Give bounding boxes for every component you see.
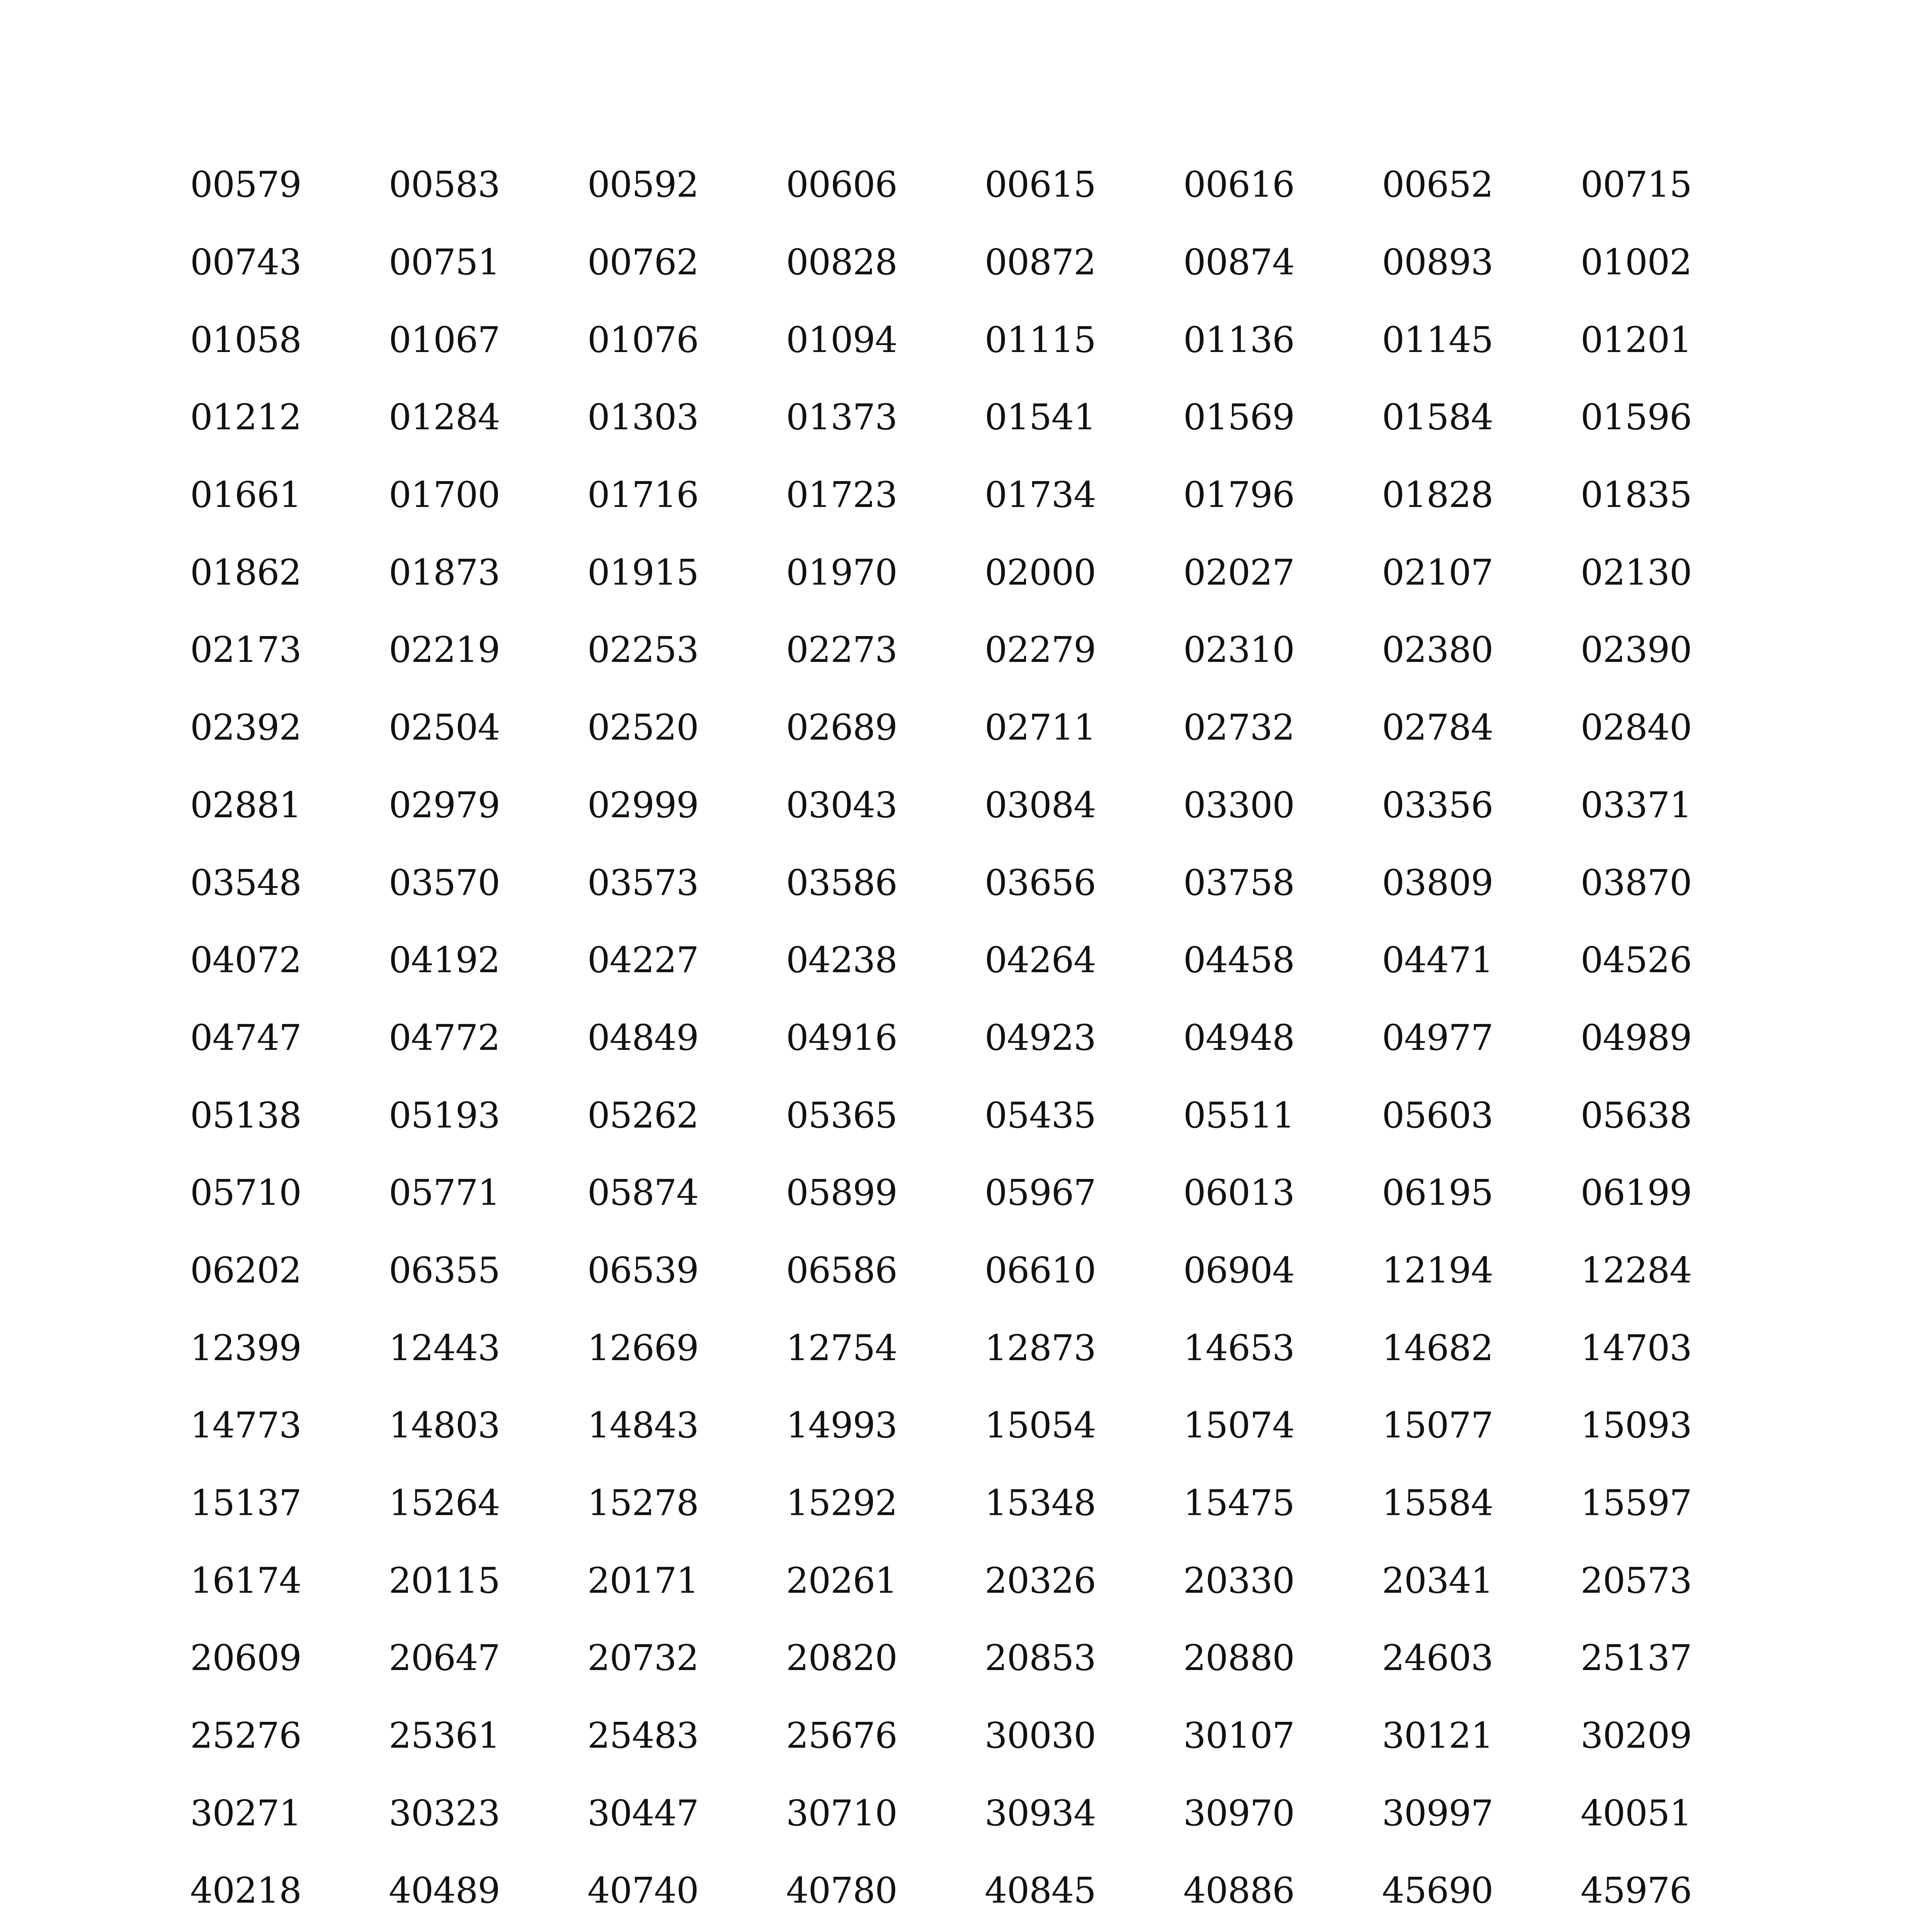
number-cell: 15074 [1183,1405,1295,1446]
number-cell: 06013 [1183,1172,1295,1214]
number-cell: 01212 [190,396,301,438]
number-cell: 04916 [786,1017,897,1058]
number-cell: 04526 [1581,939,1692,981]
number-cell: 00606 [786,164,897,206]
number-cell: 40780 [786,1870,897,1912]
number-cell: 05603 [1382,1094,1493,1136]
number-cell: 20880 [1183,1637,1295,1679]
number-cell: 02390 [1581,629,1692,671]
number-cell: 04772 [389,1017,500,1058]
number-cell: 02392 [190,707,301,748]
number-cell: 45976 [1581,1870,1692,1912]
number-cell: 12873 [985,1327,1096,1369]
number-cell: 01067 [389,319,500,361]
number-cell: 06355 [389,1249,500,1291]
number-cell: 15584 [1382,1482,1493,1524]
number-cell: 04471 [1382,939,1493,981]
number-cell: 20647 [389,1637,500,1679]
number-cell: 01584 [1382,396,1493,438]
number-cell: 05710 [190,1172,301,1214]
number-cell: 15475 [1183,1482,1295,1524]
number-cell: 25483 [587,1715,699,1757]
number-cell: 05138 [190,1094,301,1136]
number-cell: 06539 [587,1249,699,1291]
number-cell: 02711 [985,707,1096,748]
number-cell: 04264 [985,939,1096,981]
number-cell: 03809 [1382,862,1493,903]
number-cell: 30030 [985,1715,1096,1757]
number-cell: 02520 [587,707,699,748]
number-cell: 01094 [786,319,897,361]
number-cell: 01835 [1581,474,1692,516]
number-cell: 30323 [389,1792,500,1834]
number-cell: 14773 [190,1405,301,1446]
number-cell: 00592 [587,164,699,206]
number-cell: 02732 [1183,707,1295,748]
number-cell: 40886 [1183,1870,1295,1912]
number-cell: 01145 [1382,319,1493,361]
number-cell: 40218 [190,1870,301,1912]
number-list-grid [190,146,1778,1932]
number-cell: 05874 [587,1172,699,1214]
number-cell: 30107 [1183,1715,1295,1757]
number-cell: 40489 [389,1870,500,1912]
number-cell: 15597 [1581,1482,1692,1524]
number-cell: 03043 [786,784,897,826]
number-cell: 01596 [1581,396,1692,438]
number-cell: 20573 [1581,1560,1692,1601]
number-cell: 15093 [1581,1405,1692,1446]
number-cell: 05771 [389,1172,500,1214]
number-cell: 01661 [190,474,301,516]
number-cell: 20609 [190,1637,301,1679]
number-cell: 01828 [1382,474,1493,516]
number-cell: 01569 [1183,396,1295,438]
number-cell: 15264 [389,1482,500,1524]
number-cell: 25676 [786,1715,897,1757]
number-cell: 01076 [587,319,699,361]
number-cell: 45690 [1382,1870,1493,1912]
number-cell: 16174 [190,1560,301,1601]
number-cell: 03084 [985,784,1096,826]
number-cell: 01002 [1581,242,1692,283]
number-cell: 02840 [1581,707,1692,748]
number-cell: 00579 [190,164,301,206]
number-cell: 20115 [389,1560,500,1601]
number-cell: 20330 [1183,1560,1295,1601]
number-cell: 30970 [1183,1792,1295,1834]
number-cell: 30271 [190,1792,301,1834]
number-cell: 15348 [985,1482,1096,1524]
number-cell: 01970 [786,551,897,593]
number-cell: 02107 [1382,551,1493,593]
number-cell: 20341 [1382,1560,1493,1601]
number-cell: 04227 [587,939,699,981]
number-cell: 15054 [985,1405,1096,1446]
number-cell: 02380 [1382,629,1493,671]
number-cell: 01796 [1183,474,1295,516]
number-cell: 04238 [786,939,897,981]
number-cell: 15137 [190,1482,301,1524]
number-cell: 20853 [985,1637,1096,1679]
number-cell: 15077 [1382,1405,1493,1446]
number-cell: 02689 [786,707,897,748]
number-cell: 40051 [1581,1792,1692,1834]
number-cell: 00874 [1183,242,1295,283]
number-cell: 01873 [389,551,500,593]
number-cell: 20326 [985,1560,1096,1601]
number-cell: 01201 [1581,319,1692,361]
number-cell: 03870 [1581,862,1692,903]
number-cell: 30934 [985,1792,1096,1834]
number-cell: 30209 [1581,1715,1692,1757]
number-cell: 05511 [1183,1094,1295,1136]
number-cell: 02219 [389,629,500,671]
number-cell: 40845 [985,1870,1096,1912]
number-cell: 05262 [587,1094,699,1136]
number-cell: 30121 [1382,1715,1493,1757]
number-cell: 04948 [1183,1017,1295,1058]
number-cell: 02130 [1581,551,1692,593]
number-cell: 04192 [389,939,500,981]
number-cell: 24603 [1382,1637,1493,1679]
number-cell: 06202 [190,1249,301,1291]
number-cell: 12284 [1581,1249,1692,1291]
number-cell: 02504 [389,707,500,748]
number-cell: 00616 [1183,164,1295,206]
number-cell: 20732 [587,1637,699,1679]
number-cell: 00615 [985,164,1096,206]
number-cell: 06199 [1581,1172,1692,1214]
number-cell: 05193 [389,1094,500,1136]
number-cell: 14682 [1382,1327,1493,1369]
number-cell: 25276 [190,1715,301,1757]
number-cell: 02999 [587,784,699,826]
number-cell: 00743 [190,242,301,283]
number-cell: 30997 [1382,1792,1493,1834]
number-cell: 02310 [1183,629,1295,671]
number-cell: 20820 [786,1637,897,1679]
number-cell: 01136 [1183,319,1295,361]
number-cell: 12443 [389,1327,500,1369]
number-cell: 03371 [1581,784,1692,826]
number-cell: 01284 [389,396,500,438]
number-cell: 25361 [389,1715,500,1757]
number-cell: 02000 [985,551,1096,593]
number-cell: 12194 [1382,1249,1493,1291]
number-cell: 12754 [786,1327,897,1369]
number-cell: 01723 [786,474,897,516]
number-cell: 05967 [985,1172,1096,1214]
number-cell: 02784 [1382,707,1493,748]
number-cell: 00893 [1382,242,1493,283]
number-cell: 04977 [1382,1017,1493,1058]
number-cell: 01700 [389,474,500,516]
number-cell: 14653 [1183,1327,1295,1369]
number-cell: 25137 [1581,1637,1692,1679]
number-cell: 02173 [190,629,301,671]
number-cell: 00583 [389,164,500,206]
number-cell: 04458 [1183,939,1295,981]
number-cell: 03300 [1183,784,1295,826]
number-cell: 12399 [190,1327,301,1369]
number-cell: 05899 [786,1172,897,1214]
number-cell: 04747 [190,1017,301,1058]
number-cell: 03548 [190,862,301,903]
number-cell: 03758 [1183,862,1295,903]
number-cell: 02273 [786,629,897,671]
number-cell: 01373 [786,396,897,438]
number-cell: 01915 [587,551,699,593]
number-cell: 05365 [786,1094,897,1136]
number-cell: 20261 [786,1560,897,1601]
number-cell: 03656 [985,862,1096,903]
number-cell: 20171 [587,1560,699,1601]
number-cell: 14703 [1581,1327,1692,1369]
number-cell: 01303 [587,396,699,438]
number-cell: 02027 [1183,551,1295,593]
number-cell: 03586 [786,862,897,903]
number-cell: 00715 [1581,164,1692,206]
number-cell: 00828 [786,242,897,283]
number-cell: 01862 [190,551,301,593]
number-cell: 06610 [985,1249,1096,1291]
number-cell: 02279 [985,629,1096,671]
number-cell: 06195 [1382,1172,1493,1214]
number-cell: 06586 [786,1249,897,1291]
number-cell: 00652 [1382,164,1493,206]
number-cell: 00762 [587,242,699,283]
number-cell: 00751 [389,242,500,283]
number-cell: 12669 [587,1327,699,1369]
number-cell: 02881 [190,784,301,826]
number-cell: 01058 [190,319,301,361]
number-cell: 05435 [985,1094,1096,1136]
number-cell: 04923 [985,1017,1096,1058]
number-cell: 15292 [786,1482,897,1524]
number-cell: 14993 [786,1405,897,1446]
number-cell: 30710 [786,1792,897,1834]
number-cell: 04072 [190,939,301,981]
number-cell: 01734 [985,474,1096,516]
number-cell: 03570 [389,862,500,903]
number-cell: 03356 [1382,784,1493,826]
number-cell: 00872 [985,242,1096,283]
number-cell: 02253 [587,629,699,671]
number-cell: 03573 [587,862,699,903]
number-cell: 15278 [587,1482,699,1524]
number-cell: 01716 [587,474,699,516]
number-cell: 05638 [1581,1094,1692,1136]
number-cell: 01541 [985,396,1096,438]
number-cell: 06904 [1183,1249,1295,1291]
number-cell: 02979 [389,784,500,826]
number-cell: 04849 [587,1017,699,1058]
number-cell: 30447 [587,1792,699,1834]
number-cell: 14803 [389,1405,500,1446]
number-cell: 40740 [587,1870,699,1912]
number-cell: 14843 [587,1405,699,1446]
number-cell: 01115 [985,319,1096,361]
number-cell: 04989 [1581,1017,1692,1058]
